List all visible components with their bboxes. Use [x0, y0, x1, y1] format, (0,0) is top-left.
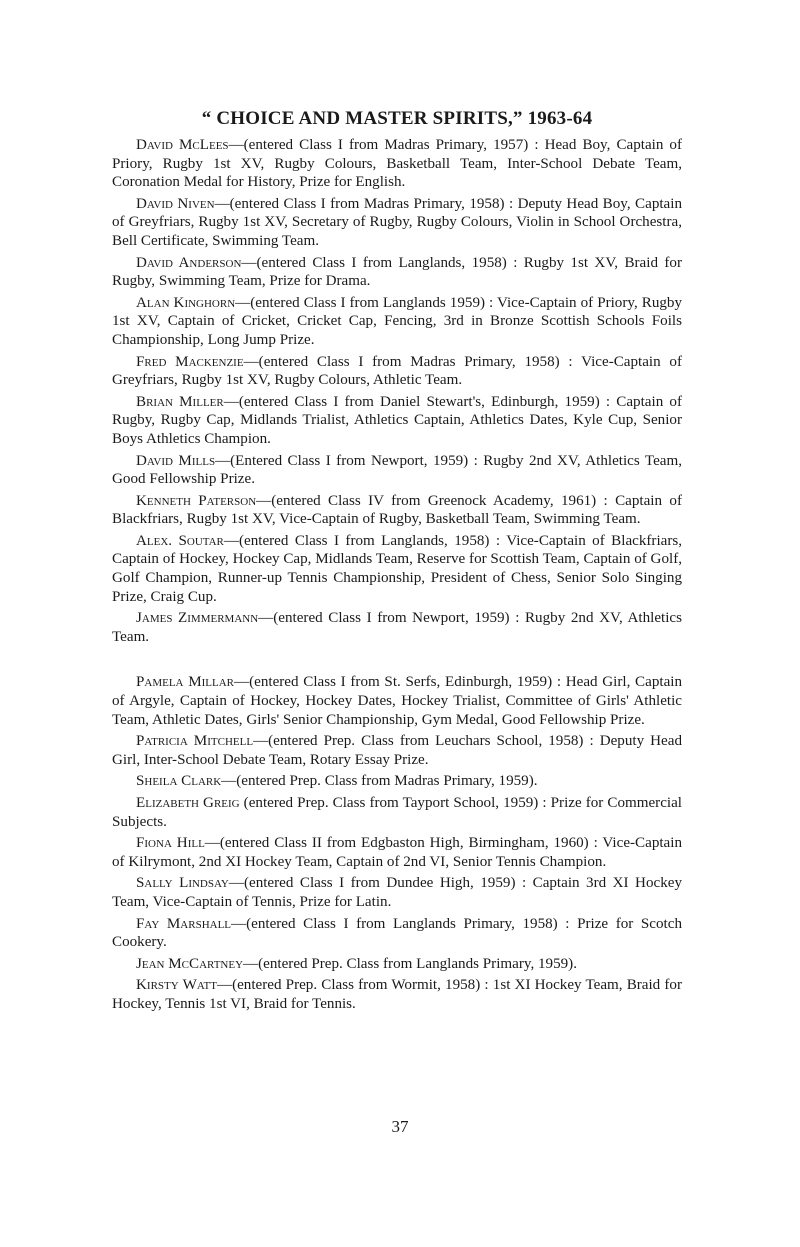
pupil-details: —(entered Prep. Class from Langlands Primary, 1959).: [243, 955, 577, 972]
pupil-name: Elizabeth Greig: [136, 795, 240, 811]
pupil-details: —(entered Class I from Langlands 1959) : Vice-Captain of Priory, Rugby 1st XV, Captain of Cricket, Cricket Cap, Fencing, 3rd in Bronze Scottish Schools Foils Championship, Long Jump Prize.: [112, 294, 683, 348]
pupil-details: —(entered Class I from Madras Primary, 1958) : Vice-Captain of Greyfriars, Rugby 1st XV, Rugby Colours, Athletic Team.: [112, 353, 682, 389]
list-item: [112, 452, 682, 489]
list-item: [112, 195, 682, 251]
list-item: [112, 393, 682, 449]
list-item: [112, 794, 682, 831]
list-item: [112, 254, 682, 291]
pupil-name: Fiona Hill: [136, 835, 205, 852]
list-item: [112, 673, 682, 729]
pupil-name: Kirsty Watt: [136, 977, 217, 994]
page-content: [112, 108, 682, 1017]
list-item: [112, 834, 682, 871]
pupil-details: —(entered Class I from Daniel Stewart's, Edinburgh, 1959) : Captain of Rugby, Rugby Cap, Midlands Trialist, Athletics Captain, Athletics Dates, Kyle Cup, Senior Boys Athletics Champion.: [112, 393, 682, 447]
list-item: [112, 955, 682, 974]
pupil-details: —(entered Class I from Langlands, 1958) : Rugby 1st XV, Braid for Rugby, Swimming Team, Prize for Drama.: [112, 254, 682, 290]
list-item: [112, 976, 682, 1013]
pupil-details: —(entered Class IV from Greenock Academy, 1961) : Captain of Blackfriars, Rugby 1st XV, Vice-Captain of Rugby, Basketball Team, Swimming Team.: [112, 492, 682, 528]
list-item: [112, 492, 682, 529]
pupil-details: —(entered Class I from Dundee High, 1959) : Captain 3rd XI Hockey Team, Vice-Captain of Tennis, Prize for Latin.: [112, 875, 682, 910]
pupil-name: David Mills: [136, 452, 216, 469]
list-item: [112, 915, 682, 952]
pupil-details: (entered Prep. Class from Tayport School, 1959) : Prize for Commercial Subjects.: [112, 795, 682, 830]
pupil-name: Fay Marshall: [136, 915, 232, 932]
pupil-name: David Niven: [136, 195, 215, 212]
list-item: [112, 294, 682, 350]
list-item: [112, 772, 682, 791]
pupil-name: David Anderson: [136, 254, 242, 271]
pupil-name: Kenneth Paterson: [136, 492, 257, 509]
pupil-name: Alex. Soutar: [136, 532, 224, 549]
girls-section: [112, 673, 682, 1013]
pupil-details: —(entered Class I from Madras Primary, 1957) : Head Boy, Captain of Priory, Rugby 1st XV, Rugby Colours, Basketball Team, Inter-School Debate Team, Coronation Medal for History, Prize for English.: [112, 137, 682, 191]
pupil-details: —(entered Class I from Langlands Primary, 1958) : Prize for Scotch Cookery.: [112, 915, 682, 951]
pupil-details: —(entered Class I from Langlands, 1958) : Vice-Captain of Blackfriars, Captain of Hockey, Hockey Cap, Midlands Team, Reserve for Scottish Team, Captain of Golf, Golf Champion, Runner-up Tennis Championship, President of Chess, Senior Solo Singing Prize, Craig Cup.: [112, 532, 683, 605]
list-item: [112, 874, 682, 911]
pupil-name: Sheila Clark: [136, 773, 222, 790]
pupil-name: James Zimmermann: [136, 610, 259, 627]
pupil-details: —(entered Prep. Class from Wormit, 1958) : 1st XI Hockey Team, Braid for Hockey, Tennis 1st VI, Braid for Tennis.: [112, 977, 682, 1012]
pupil-name: Sally Lindsay: [136, 875, 229, 892]
list-item: [112, 532, 682, 606]
pupil-details: —(entered Class I from Madras Primary, 1958) : Deputy Head Boy, Captain of Greyfriars, Rugby 1st XV, Secretary of Rugby, Rugby Colours, Violin in School Orchestra, Bell Certificate, Swimming Team.: [112, 195, 682, 249]
section-divider: [112, 649, 682, 673]
pupil-details: —(entered Class II from Edgbaston High, Birmingham, 1960) : Vice-Captain of Kilrymont, 2nd XI Hockey Team, Captain of 2nd VI, Senior Tennis Champion.: [112, 835, 682, 870]
pupil-name: Brian Miller: [136, 393, 224, 410]
pupil-name: Pamela Millar: [136, 674, 235, 691]
pupil-name: Alan Kinghorn: [136, 294, 236, 311]
list-item: [112, 353, 682, 390]
pupil-details: —(entered Class I from Newport, 1959) : Rugby 2nd XV, Athletics Team.: [112, 610, 682, 645]
page-number: 37: [391, 1117, 409, 1136]
pupil-name: Fred Mackenzie: [136, 353, 244, 370]
pupil-details: —(entered Prep. Class from Leuchars School, 1958) : Deputy Head Girl, Inter-School Debate Team, Rotary Essay Prize.: [112, 733, 682, 768]
pupil-details: —(entered Prep. Class from Madras Primary, 1959).: [221, 773, 538, 790]
pupil-name: Jean McCartney: [136, 955, 244, 972]
pupil-details: —(Entered Class I from Newport, 1959) : Rugby 2nd XV, Athletics Team, Good Fellowship Prize.: [112, 452, 682, 488]
boys-section: [112, 136, 682, 646]
pupil-details: —(entered Class I from St. Serfs, Edinburgh, 1959) : Head Girl, Captain of Argyle, Captain of Hockey, Hockey Dates, Hockey Trialist, Committee of Girls' Athletic Team, Athletic Dates, Girls' Senior Championship, Gym Medal, Good Fellowship Prize.: [112, 674, 683, 728]
list-item: [112, 136, 682, 192]
pupil-name: Patricia Mitchell: [136, 733, 254, 750]
list-item: [112, 609, 682, 646]
pupil-name: David McLees: [136, 137, 229, 153]
list-item: [112, 732, 682, 769]
page-title: “ CHOICE AND MASTER SPIRITS,” 1963-64: [201, 108, 593, 129]
